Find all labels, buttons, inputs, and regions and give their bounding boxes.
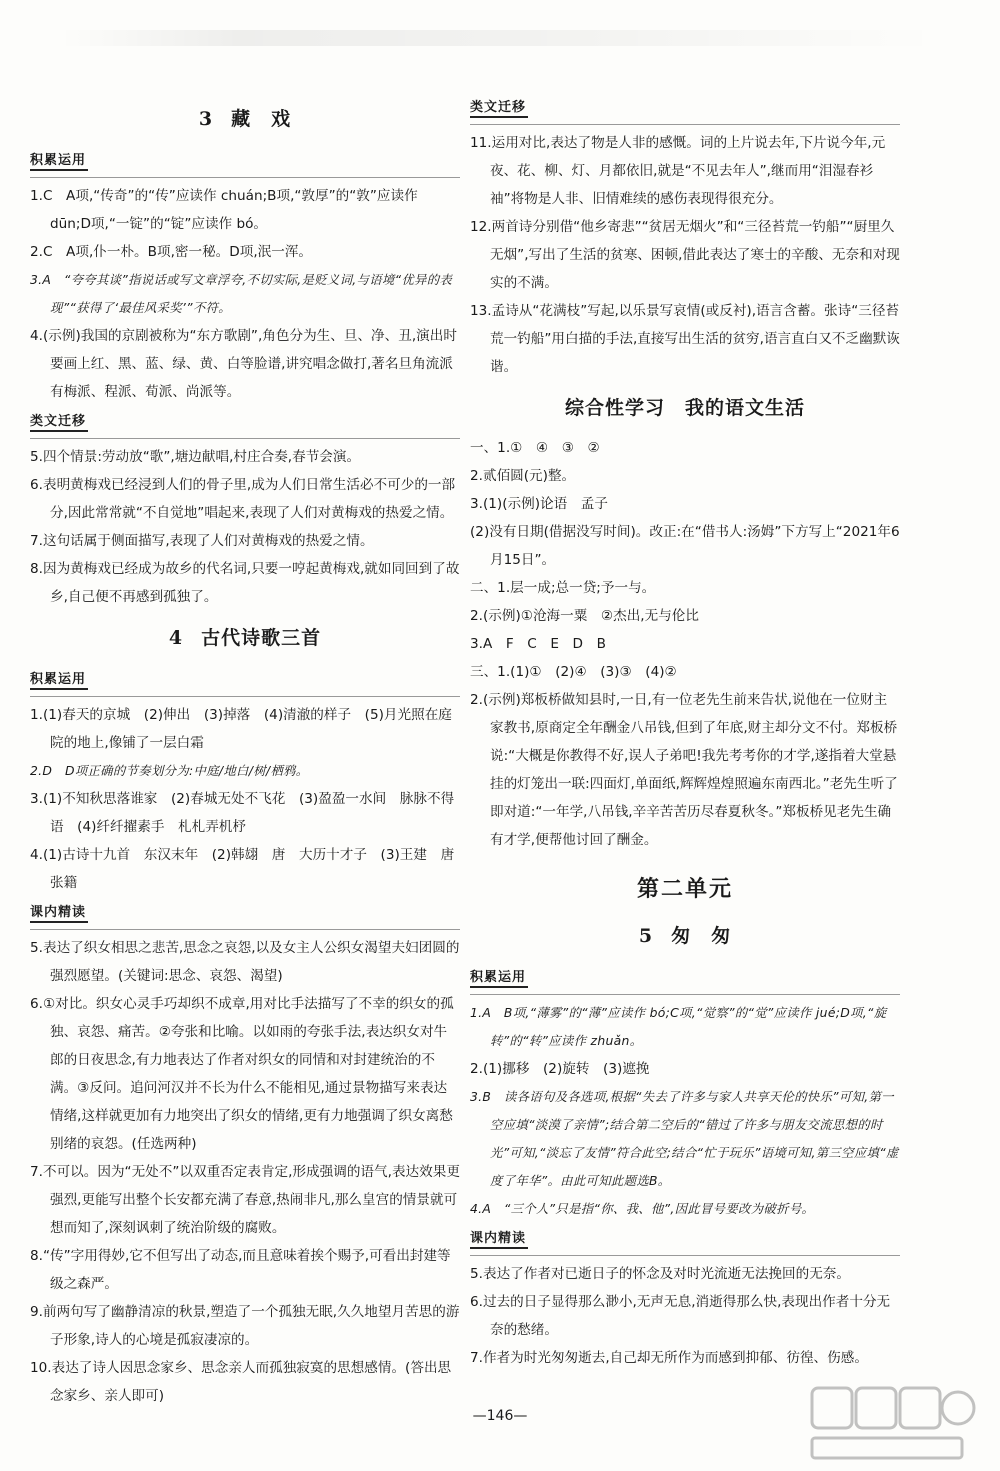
- answer-item: 7.作者为时光匆匆逝去,自己却无所作为而感到抑郁、彷徨、伤感。: [470, 1350, 868, 1366]
- section-rule: [470, 1223, 900, 1256]
- section-rule: [470, 962, 900, 995]
- section-rule: [30, 897, 460, 930]
- answer-item: 3.A F C E D B: [470, 636, 606, 652]
- answer-item: 2.(1)挪移 (2)旋转 (3)遮挽: [470, 1061, 650, 1077]
- answer-item: 8.因为黄梅戏已经成为故乡的代名词,只要一哼起黄梅戏,就如同回到了故乡,自己便不再感到孤独了。: [30, 561, 460, 605]
- answer-item: 8.“传”字用得妙,它不但写出了动态,而且意味着挨个赐予,可看出封建等级之森严。: [30, 1248, 451, 1292]
- answer-item: 1.A B项,“薄雾”的“薄”应读作 bó;C项,“觉察”的“觉”应读作 jué;D项,“旋转”的“转”应读作 zhuǎn。: [470, 1005, 887, 1048]
- answer-item: 一、1.① ④ ③ ②: [470, 440, 600, 456]
- answer-item: 5.表达了织女相思之悲苦,思念之哀怨,以及女主人公织女渴望夫妇团圆的强烈愿望。(关键词:思念、哀怨、渴望): [30, 940, 460, 984]
- section-heading: 课内精读: [30, 901, 88, 923]
- answer-item: 2.D D项正确的节奏划分为:中庭/地白/树/栖鸦。: [30, 763, 309, 778]
- section-heading: 课内精读: [470, 1227, 528, 1249]
- right-column: [470, 92, 900, 1372]
- answer-item: 3.(1)不知秋思落谁家 (2)春城无处不飞花 (3)盈盈一水间 脉脉不得语 (4)纤纤擢素手 札札弄机杼: [30, 791, 455, 835]
- lesson-number: 5: [638, 925, 654, 947]
- lesson-4-heading: [30, 623, 460, 650]
- answer-item: 6.过去的日子显得那么渺小,无声无息,消逝得那么快,表现出作者十分无奈的愁绪。: [470, 1294, 891, 1338]
- section-heading: 类文迁移: [30, 410, 88, 432]
- answer-item: 7.这句话属于侧面描写,表现了人们对黄梅戏的热爱之情。: [30, 533, 374, 549]
- answer-item: 6.表明黄梅戏已经浸到人们的骨子里,成为人们日常生活必不可少的一部分,因此常常就“不自觉地”唱起来,表现了人们对黄梅戏的热爱之情。: [30, 477, 456, 521]
- answer-item: 2.贰佰圆(元)整。: [470, 468, 576, 484]
- answer-item: 二、1.层一成;总一贷;予一与。: [470, 580, 656, 596]
- answer-item: (2)没有日期(借据没写时间)。改正:在“借书人:汤姆”下方写上“2021年6月15日”。: [470, 524, 900, 568]
- lesson-title: 藏 戏: [231, 108, 292, 130]
- section-rule: [470, 92, 900, 125]
- answer-item: 7.不可以。因为“无处不”以双重否定表肯定,形成强调的语气,表达效果更强烈,更能写出整个长安都充满了春意,热闹非凡,那么皇宫的情景就可想而知了,深刻讽刺了统治阶级的腐败。: [30, 1164, 460, 1236]
- lesson-title: 古代诗歌三首: [201, 627, 322, 649]
- answer-item: 10.表达了诗人因思念家乡、思念亲人而孤独寂寞的思想感情。(答出思念家乡、亲人即可): [30, 1360, 452, 1404]
- answer-item: 12.两首诗分别借“他乡寄悲”“贫居无烟火”和“三径苔荒一钓船”“厨里久无烟”,写出了生活的贫寒、困顿,借此表达了寒士的辛酸、无奈和对现实的不满。: [470, 219, 900, 291]
- answer-item: 1.C A项,“传奇”的“传”应读作 chuán;B项,“敦厚”的“敦”应读作 dūn;D项,“一锭”的“锭”应读作 bó。: [30, 188, 418, 232]
- scan-smear: [60, 30, 940, 46]
- answer-item: 11.运用对比,表达了物是人非的感慨。词的上片说去年,下片说今年,元夜、花、柳、灯、月都依旧,就是“不见去年人”,继而用“泪湿春衫袖”将物是人非、旧情难续的感伤表现得很充分。: [470, 135, 886, 207]
- answer-item: 6.①对比。织女心灵手巧却织不成章,用对比手法描写了不幸的织女的孤独、哀怨、痛苦。②夸张和比喻。以如雨的夸张手法,表达织女对牛郎的日夜思念,有力地表达了作者对织女的同情和对封建统治的不满。③反问。追问河汉并不长为什么不能相见,通过景物描写来表达情绪,这样就更加有力地突出了织女的情绪,更有力地强调了织女离愁别绪的哀怨。(任选两种): [30, 996, 454, 1152]
- answer-item: 4.(示例)我国的京剧被称为“东方歌剧”,角色分为生、旦、净、丑,演出时要画上红、黑、蓝、绿、黄、白等脸谱,讲究唱念做打,著名旦角流派有梅派、程派、荀派、尚派等。: [30, 328, 457, 400]
- lesson-title: 匆 匆: [671, 925, 732, 947]
- section-rule: [30, 145, 460, 178]
- section-heading: 积累运用: [470, 966, 528, 988]
- left-column: [30, 92, 468, 1410]
- answer-item: 3.B 读各语句及各选项,根据“失去了许多与家人共享天伦的快乐”可知,第一空应填“淡漠了亲情”;结合第二空后的“错过了许多与朋友交流思想的时光”可知,“淡忘了友情”符合此空;结合“忙于玩乐”语境可知,第三空应填“虚度了年华”。由此可知此题选B。: [470, 1089, 899, 1188]
- answer-item: 3.(1)(示例)论语 孟子: [470, 496, 608, 512]
- answer-item: 9.前两句写了幽静清凉的秋景,塑造了一个孤独无眠,久久地望月苦思的游子形象,诗人的心境是孤寂凄凉的。: [30, 1304, 460, 1348]
- answer-item: 5.四个情景:劳动放“歌”,塘边献唱,村庄合奏,春节会演。: [30, 449, 361, 465]
- answer-item: 4.A “三个人”只是指“你、我、他”,因此冒号要改为破折号。: [470, 1201, 815, 1216]
- section-heading: 积累运用: [30, 668, 88, 690]
- comprehensive-learning-heading: 综合性学习 我的语文生活: [564, 397, 805, 419]
- answer-item: 2.C A项,仆一朴。B项,密一秘。D项,泯一浑。: [30, 244, 313, 260]
- answer-item: 4.(1)古诗十九首 东汉末年 (2)韩翃 唐 大历十才子 (3)王建 唐 张籍: [30, 847, 468, 891]
- answer-item: 1.(1)春天的京城 (2)伸出 (3)掉落 (4)清澈的样子 (5)月光照在庭院的地上,像铺了一层白霜: [30, 707, 452, 751]
- answer-item: 2.(示例)①沧海一粟 ②杰出,无与伦比: [470, 608, 699, 624]
- section-rule: [30, 664, 460, 697]
- answer-item: 3.A “夸夸其谈”指说话或写文章浮夸,不切实际,是贬义词,与语境“优异的表现”“获得了‘最佳风采奖’”不符。: [30, 272, 453, 315]
- answer-item: 三、1.(1)① (2)④ (3)③ (4)②: [470, 664, 677, 680]
- section-rule: [30, 406, 460, 439]
- lesson-5-heading: [470, 921, 900, 948]
- watermark-logo: [808, 1382, 978, 1464]
- section-heading: 积累运用: [30, 149, 88, 171]
- page-number: —146—: [472, 1408, 528, 1424]
- answer-item: 5.表达了作者对已逝日子的怀念及对时光流逝无法挽回的无奈。: [470, 1266, 850, 1282]
- lesson-3-heading: [30, 104, 460, 131]
- answer-item: 13.孟诗从“花满枝”写起,以乐景写哀情(或反衬),语言含蓄。张诗“三径苔荒一钓船”用白描的手法,直接写出生活的贫穷,语言直白又不乏幽默诙谐。: [470, 303, 900, 375]
- answer-item: 2.(示例)郑板桥做知县时,一日,有一位老先生前来告状,说他在一位财主家教书,原商定全年酬金八吊钱,但到了年底,财主却分文不付。郑板桥说:“大概是你教得不好,误人子弟吧!我先考考你的才学,遂指着大堂悬挂的灯笼出一联:四面灯,单面纸,辉辉煌煌照遍东南西北。”老先生听了即对道:“一年学,八吊钱,辛辛苦苦历尽春夏秋冬。”郑板桥见老先生确有才学,便帮他讨回了酬金。: [470, 692, 898, 848]
- section-heading: 类文迁移: [470, 96, 528, 118]
- unit-heading: 第二单元: [636, 876, 733, 902]
- lesson-number: 4: [168, 627, 184, 649]
- lesson-number: 3: [198, 108, 214, 130]
